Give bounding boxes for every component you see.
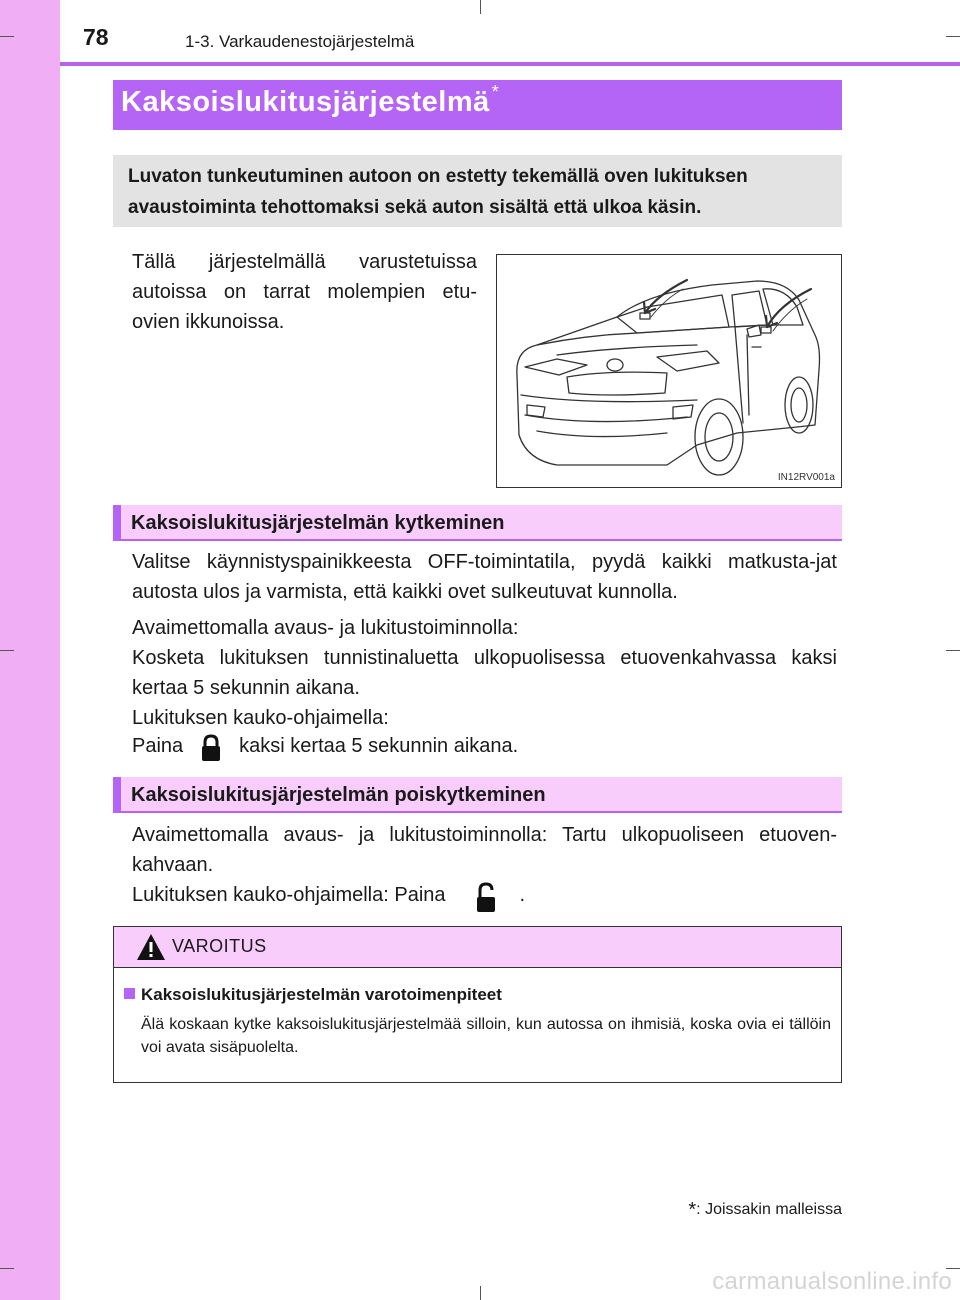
- page-title: [121, 82, 500, 119]
- enable-remote-suffix: kaksi kertaa 5 sekunnin aikana.: [239, 735, 519, 757]
- warning-item-text: Älä koskaan kytke kaksoislukitusjärjestelmää silloin, kun autossa on ihmisiä, koska ovia ei tällöin voi avata sisäpuolelta.: [141, 1016, 831, 1056]
- footnote-marker: *: [688, 1199, 697, 1221]
- enable-keyless-text: Kosketa lukituksen tunnistinaluetta ulkopuolisessa etuovenkahvassa kaksi kertaa 5 sekunnin aikana.: [132, 647, 837, 699]
- warning-triangle-icon: [136, 933, 166, 961]
- car-illustration-icon: [497, 255, 841, 487]
- running-header: 1-3. Varkaudenestojärjestelmä: [185, 32, 415, 51]
- section-heading-text: Kaksoislukitusjärjestelmän poiskytkeminen: [131, 784, 546, 806]
- enable-keyless-label: Avaimettomalla avaus- ja lukitustoiminnolla:: [132, 617, 519, 639]
- intro-text: Luvaton tunkeutuminen autoon on estetty tekemällä oven lukituksen avaustoiminta tehottomaksi sekä auton sisältä että ulkoa käsin.: [128, 166, 748, 218]
- section-heading-enable: [113, 505, 842, 541]
- warning-item-title: [124, 985, 502, 1005]
- crop-mark: [480, 0, 481, 14]
- figure-code: IN12RV001a: [777, 472, 835, 483]
- enable-remote-label: Lukituksen kauko-ohjaimella:: [132, 707, 389, 729]
- footnote: [688, 1199, 842, 1222]
- disable-remote-line: [132, 880, 837, 910]
- section-heading-disable: [113, 777, 842, 813]
- page-number: 78: [83, 24, 109, 50]
- disable-remote-suffix: .: [519, 884, 526, 906]
- warning-header: [114, 927, 841, 968]
- enable-remote-line: [132, 731, 837, 761]
- crop-mark: [946, 650, 960, 651]
- crop-mark: [0, 36, 14, 37]
- page-title-text: Kaksoislukitusjärjestelmä: [121, 86, 490, 118]
- title-footnote-marker: *: [491, 82, 500, 102]
- crop-mark: [946, 36, 960, 37]
- bullet-square-icon: [124, 988, 135, 999]
- footnote-text: : Joissakin malleissa: [696, 1201, 842, 1218]
- car-figure: [496, 254, 842, 488]
- title-bar: [113, 80, 842, 130]
- disable-keyless-text: Avaimettomalla avaus- ja lukitustoiminnolla: Tartu ulkopuoliseen etuoven-kahvaan.: [132, 824, 837, 876]
- enable-paragraph: Valitse käynnistyspainikkeesta OFF-toimintatila, pyydä kaikki matkusta-jat autosta ulos ja varmista, että kaikki ovet sulkeutuvat kunnolla.: [132, 551, 837, 603]
- vehicle-note: Tällä järjestelmällä varustetuissa autoissa on tarrat molempien etu-ovien ikkunoissa.: [132, 251, 477, 333]
- warning-box: [113, 926, 842, 1083]
- unlock-icon: [472, 882, 500, 910]
- intro-box: [113, 155, 842, 227]
- section-heading-text: Kaksoislukitusjärjestelmän kytkeminen: [131, 512, 505, 534]
- lock-icon: [197, 733, 225, 761]
- crop-mark: [0, 1268, 14, 1269]
- crop-mark: [480, 1286, 481, 1300]
- header-rule: [60, 62, 960, 66]
- disable-remote-prefix: Lukituksen kauko-ohjaimella: Paina: [132, 884, 446, 906]
- watermark: carmanualsonline.info: [712, 1268, 952, 1295]
- enable-remote-prefix: Paina: [132, 735, 184, 757]
- warning-label: VAROITUS: [172, 936, 267, 956]
- warning-item-title-text: Kaksoislukitusjärjestelmän varotoimenpiteet: [141, 985, 502, 1004]
- crop-mark: [0, 650, 14, 651]
